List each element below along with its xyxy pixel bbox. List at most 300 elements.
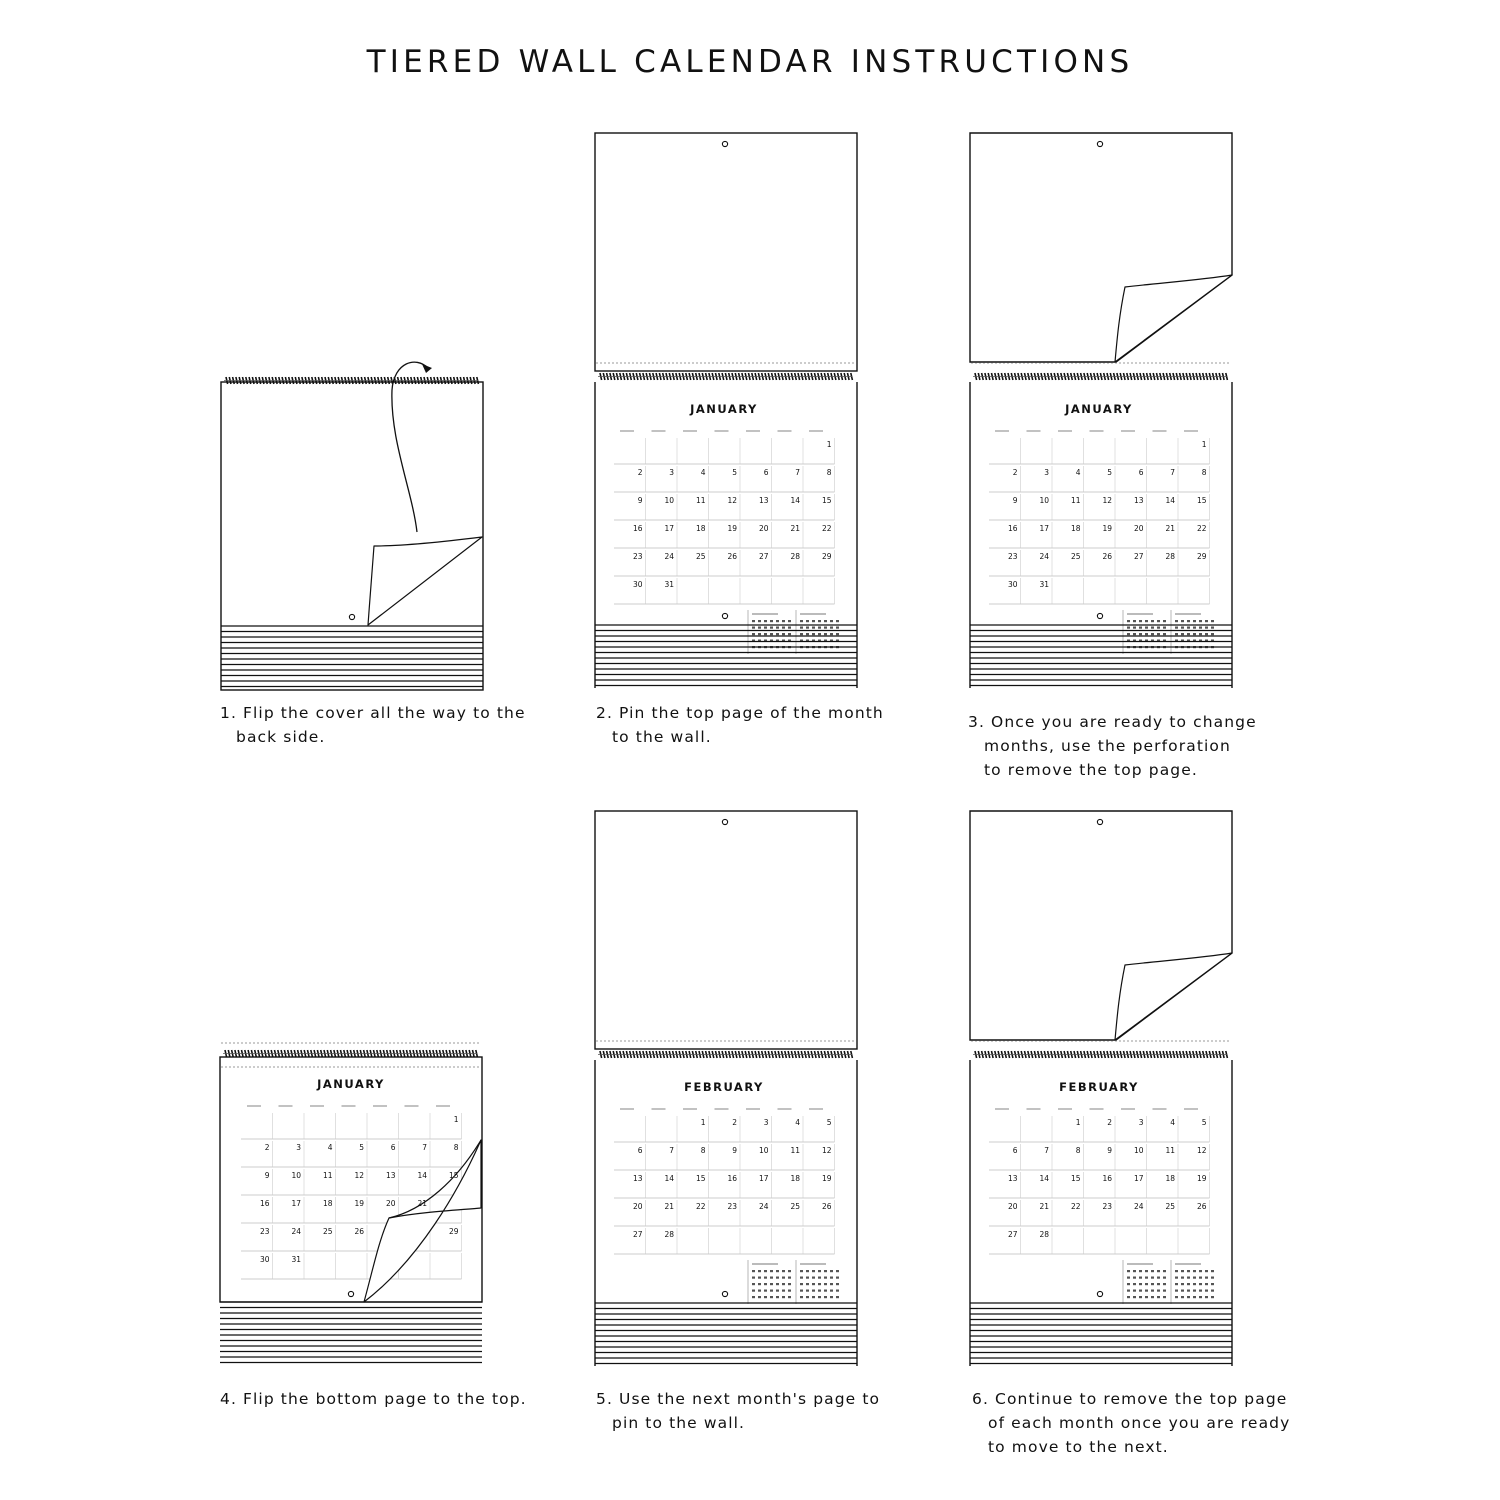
mini-calendar-day bbox=[788, 633, 791, 635]
day-number: 19 bbox=[1196, 1174, 1207, 1183]
mini-calendar-day bbox=[788, 1270, 791, 1272]
day-number: 16 bbox=[259, 1199, 270, 1208]
mini-calendar-day bbox=[830, 1290, 833, 1292]
mini-calendar-day bbox=[752, 620, 755, 622]
mini-calendar-day bbox=[788, 1283, 791, 1285]
day-number: 17 bbox=[1039, 524, 1049, 533]
step-3-caption bbox=[968, 710, 1257, 782]
day-number: 15 bbox=[448, 1171, 459, 1180]
mini-calendar-day bbox=[1187, 627, 1190, 629]
day-number: 23 bbox=[259, 1227, 270, 1236]
day-number: 24 bbox=[758, 1202, 769, 1211]
mini-calendar-day bbox=[818, 1290, 821, 1292]
illustration-svg bbox=[969, 808, 1269, 1368]
mini-calendar-day bbox=[836, 620, 839, 622]
pin-hole bbox=[349, 614, 354, 619]
mini-calendar-day bbox=[1181, 627, 1184, 629]
caption-line: 5. Use the next month's page to bbox=[596, 1390, 881, 1408]
mini-calendar-day bbox=[1181, 1270, 1184, 1272]
mini-calendar-day bbox=[776, 620, 779, 622]
top-sheet bbox=[595, 133, 857, 371]
mini-calendar-day bbox=[1193, 1270, 1196, 1272]
day-number: 5 bbox=[826, 1118, 832, 1127]
day-number: 21 bbox=[1039, 1202, 1049, 1211]
mini-calendar-day bbox=[806, 1277, 809, 1279]
pin-hole bbox=[1097, 613, 1102, 618]
day-number: 25 bbox=[322, 1227, 333, 1236]
mini-calendar-day bbox=[758, 633, 761, 635]
mini-calendar-day bbox=[1163, 1290, 1166, 1292]
page-title: TIERED WALL CALENDAR INSTRUCTIONS bbox=[366, 44, 1134, 80]
day-number: 29 bbox=[1196, 552, 1207, 561]
mini-calendar-day bbox=[1211, 1296, 1214, 1298]
day-number: 1 bbox=[453, 1115, 459, 1124]
mini-calendar-day bbox=[1139, 1277, 1142, 1279]
caption-line: back side. bbox=[236, 728, 326, 746]
spiral-binding bbox=[973, 1051, 1227, 1058]
mini-calendar-day bbox=[1127, 620, 1130, 622]
mini-calendar-day bbox=[1139, 620, 1142, 622]
step-5-caption bbox=[596, 1387, 880, 1435]
mini-calendar-day bbox=[1151, 1283, 1154, 1285]
mini-calendar-day bbox=[782, 620, 785, 622]
day-number: 26 bbox=[354, 1227, 364, 1236]
day-number: 3 bbox=[669, 468, 674, 477]
day-number: 13 bbox=[758, 496, 769, 505]
mini-calendar-day bbox=[1163, 620, 1166, 622]
step-6-illustration bbox=[969, 808, 1269, 1239]
step-2-illustration bbox=[594, 130, 894, 589]
day-number: 22 bbox=[821, 524, 832, 533]
mini-calendar-day bbox=[764, 1296, 767, 1298]
day-number: 12 bbox=[727, 496, 737, 505]
day-number: 2 bbox=[1012, 468, 1018, 477]
mini-calendar-day bbox=[1145, 627, 1148, 629]
mini-calendar-day bbox=[1187, 1270, 1190, 1272]
day-number: 10 bbox=[1039, 496, 1049, 505]
mini-calendar-day bbox=[788, 1296, 791, 1298]
mini-calendar-day bbox=[1175, 633, 1178, 635]
mini-calendar-day bbox=[1193, 1283, 1196, 1285]
mini-calendar-day bbox=[770, 620, 773, 622]
mini-calendar-day bbox=[1133, 1270, 1136, 1272]
mini-calendar-day bbox=[1157, 627, 1160, 629]
day-number: 9 bbox=[1012, 496, 1018, 505]
day-number: 23 bbox=[632, 552, 643, 561]
mini-calendar-day bbox=[806, 1270, 809, 1272]
mini-calendar-day bbox=[764, 627, 767, 629]
mini-calendar-day bbox=[1133, 1290, 1136, 1292]
mini-calendar-day bbox=[800, 627, 803, 629]
day-number: 10 bbox=[758, 1146, 769, 1155]
calendar-month bbox=[989, 1080, 1214, 1304]
caption-line: months, use the perforation bbox=[984, 737, 1231, 755]
day-number: 17 bbox=[664, 524, 674, 533]
day-number: 7 bbox=[669, 1146, 674, 1155]
day-number: 18 bbox=[1165, 1174, 1175, 1183]
mini-calendar-day bbox=[1175, 1296, 1178, 1298]
pin-hole bbox=[1097, 819, 1102, 824]
page-curl bbox=[1115, 275, 1232, 362]
mini-calendar-day bbox=[1133, 627, 1136, 629]
day-number: 20 bbox=[758, 524, 769, 533]
mini-calendar-day bbox=[824, 633, 827, 635]
mini-calendar-day bbox=[1187, 1283, 1190, 1285]
mini-calendar-day bbox=[1199, 1277, 1202, 1279]
day-number: 5 bbox=[1107, 468, 1112, 477]
mini-calendar-day bbox=[776, 633, 779, 635]
top-sheet bbox=[595, 811, 857, 1049]
mini-calendar-day bbox=[752, 1270, 755, 1272]
step-3-illustration bbox=[969, 130, 1269, 589]
day-number: 17 bbox=[1133, 1174, 1144, 1183]
step-6-caption bbox=[972, 1387, 1290, 1459]
mini-calendar-day bbox=[824, 620, 827, 622]
mini-calendar-day bbox=[836, 1270, 839, 1272]
mini-calendar-day bbox=[812, 633, 815, 635]
mini-calendar-day bbox=[1193, 633, 1196, 635]
mini-calendar-day bbox=[824, 627, 827, 629]
caption-line: 2. Pin the top page of the month bbox=[596, 704, 884, 722]
page-stack bbox=[595, 625, 857, 686]
mini-calendar-day bbox=[1133, 620, 1136, 622]
day-number: 28 bbox=[1039, 1230, 1049, 1239]
mini-calendar-day bbox=[1157, 1283, 1160, 1285]
mini-calendar-day bbox=[1205, 633, 1208, 635]
pin-hole bbox=[722, 819, 727, 824]
day-number: 13 bbox=[632, 1174, 643, 1183]
mini-calendar-day bbox=[1145, 633, 1148, 635]
page-stack bbox=[970, 1303, 1232, 1364]
mini-calendar-day bbox=[818, 1277, 821, 1279]
mini-calendar-day bbox=[1187, 1296, 1190, 1298]
mini-calendar-day bbox=[1151, 1296, 1154, 1298]
mini-calendar-day bbox=[1181, 1290, 1184, 1292]
mini-calendar-day bbox=[1211, 1290, 1214, 1292]
day-number: 30 bbox=[259, 1255, 270, 1264]
day-number: 19 bbox=[727, 524, 737, 533]
day-number: 13 bbox=[385, 1171, 396, 1180]
day-number: 12 bbox=[354, 1171, 364, 1180]
mini-calendar-day bbox=[1151, 1290, 1154, 1292]
day-number: 26 bbox=[1102, 552, 1112, 561]
day-number: 29 bbox=[821, 552, 832, 561]
day-number: 12 bbox=[1196, 1146, 1207, 1155]
mini-calendar-day bbox=[1139, 633, 1142, 635]
mini-calendar-day bbox=[1199, 633, 1202, 635]
mini-calendar-day bbox=[1175, 1270, 1178, 1272]
day-number: 20 bbox=[385, 1199, 396, 1208]
day-number: 27 bbox=[758, 552, 769, 561]
day-number: 28 bbox=[790, 552, 800, 561]
mini-calendar-day bbox=[836, 1296, 839, 1298]
day-number: 18 bbox=[695, 524, 706, 533]
mini-calendar-day bbox=[1127, 1296, 1130, 1298]
day-number: 2 bbox=[732, 1118, 737, 1127]
mini-calendar-day bbox=[1145, 1290, 1148, 1292]
illustration-svg bbox=[594, 130, 894, 690]
mini-calendar-day bbox=[776, 1290, 779, 1292]
day-number: 11 bbox=[1165, 1146, 1175, 1155]
mini-calendar-day bbox=[1163, 1283, 1166, 1285]
mini-calendar-day bbox=[776, 1270, 779, 1272]
mini-calendar-day bbox=[812, 1296, 815, 1298]
mini-calendar-day bbox=[830, 1277, 833, 1279]
mini-calendar-day bbox=[1157, 620, 1160, 622]
mini-calendar-day bbox=[758, 620, 761, 622]
page-stack bbox=[970, 625, 1232, 686]
day-number: 8 bbox=[1201, 468, 1207, 477]
mini-calendar-day bbox=[1163, 1277, 1166, 1279]
mini-calendar-day bbox=[800, 620, 803, 622]
day-number: 24 bbox=[664, 552, 674, 561]
mini-calendar-day bbox=[764, 1283, 767, 1285]
day-number: 11 bbox=[1070, 496, 1081, 505]
mini-calendar-day bbox=[1127, 1277, 1130, 1279]
day-number: 11 bbox=[790, 1146, 800, 1155]
mini-calendar-day bbox=[1187, 1290, 1190, 1292]
mini-calendar-day bbox=[1181, 1277, 1184, 1279]
mini-calendar-day bbox=[1211, 620, 1214, 622]
mini-calendar-day bbox=[1163, 1270, 1166, 1272]
day-number: 21 bbox=[417, 1199, 427, 1208]
mini-calendar-day bbox=[1175, 1277, 1178, 1279]
mini-calendar-day bbox=[830, 1296, 833, 1298]
mini-calendar-day bbox=[782, 633, 785, 635]
mini-calendar-day bbox=[800, 1290, 803, 1292]
mini-calendar-day bbox=[812, 1283, 815, 1285]
mini-calendar-day bbox=[1205, 1270, 1208, 1272]
day-number: 3 bbox=[763, 1118, 769, 1127]
mini-calendar-day bbox=[1211, 627, 1214, 629]
mini-calendar-day bbox=[758, 1290, 761, 1292]
spiral-binding bbox=[598, 1051, 852, 1058]
illustration-svg bbox=[969, 130, 1269, 690]
mini-calendar-day bbox=[770, 633, 773, 635]
mini-calendar-day bbox=[770, 1290, 773, 1292]
mini-calendar-day bbox=[1157, 1270, 1160, 1272]
day-number: 15 bbox=[695, 1174, 706, 1183]
mini-calendar-day bbox=[1127, 1270, 1130, 1272]
day-number: 8 bbox=[1075, 1146, 1081, 1155]
day-number: 6 bbox=[1138, 468, 1144, 477]
day-number: 14 bbox=[1165, 496, 1175, 505]
mini-calendar-day bbox=[1127, 1283, 1130, 1285]
day-number: 23 bbox=[1007, 552, 1018, 561]
mini-calendar-day bbox=[1175, 1283, 1178, 1285]
month-title: JANUARY bbox=[690, 402, 758, 416]
step-4-illustration bbox=[219, 1040, 519, 1400]
mini-calendar-day bbox=[758, 1296, 761, 1298]
mini-calendar-day bbox=[1181, 1296, 1184, 1298]
top-sheet bbox=[970, 811, 1232, 1040]
day-number: 3 bbox=[296, 1143, 301, 1152]
mini-calendar-day bbox=[1205, 1296, 1208, 1298]
month-title: FEBRUARY bbox=[684, 1080, 764, 1094]
mini-calendar-day bbox=[776, 1296, 779, 1298]
pin-hole bbox=[348, 1291, 353, 1296]
day-number: 9 bbox=[732, 1146, 737, 1155]
day-number: 11 bbox=[322, 1171, 333, 1180]
mini-calendar-day bbox=[824, 1283, 827, 1285]
mini-calendar-day bbox=[770, 1270, 773, 1272]
mini-calendar-day bbox=[836, 1277, 839, 1279]
day-number: 4 bbox=[327, 1143, 333, 1152]
day-number: 22 bbox=[1196, 524, 1207, 533]
mini-calendar-day bbox=[1205, 1277, 1208, 1279]
day-number: 3 bbox=[1138, 1118, 1144, 1127]
mini-calendar-day bbox=[1163, 633, 1166, 635]
day-number: 16 bbox=[1102, 1174, 1112, 1183]
step-4-caption bbox=[220, 1387, 527, 1411]
mini-calendar-day bbox=[1133, 1296, 1136, 1298]
mini-calendar-day bbox=[1157, 1296, 1160, 1298]
mini-calendar-day bbox=[1199, 1270, 1202, 1272]
day-number: 8 bbox=[453, 1143, 459, 1152]
day-number: 16 bbox=[1007, 524, 1018, 533]
mini-calendar-day bbox=[818, 620, 821, 622]
mini-calendar-day bbox=[1139, 627, 1142, 629]
day-number: 29 bbox=[448, 1227, 459, 1236]
mini-calendar-day bbox=[806, 1296, 809, 1298]
mini-calendar-day bbox=[818, 633, 821, 635]
mini-calendar-day bbox=[1187, 1277, 1190, 1279]
mini-calendar-day bbox=[1145, 1283, 1148, 1285]
mini-calendar-day bbox=[824, 1290, 827, 1292]
mini-calendar-day bbox=[782, 1270, 785, 1272]
day-number: 9 bbox=[1107, 1146, 1112, 1155]
day-number: 3 bbox=[1044, 468, 1049, 477]
step-1-illustration bbox=[220, 360, 520, 720]
mini-calendar-day bbox=[770, 627, 773, 629]
mini-calendar-day bbox=[1211, 1277, 1214, 1279]
mini-calendar-day bbox=[1193, 1277, 1196, 1279]
mini-calendar-day bbox=[752, 1296, 755, 1298]
mini-calendar-day bbox=[1157, 633, 1160, 635]
day-number: 6 bbox=[1012, 1146, 1018, 1155]
mini-calendar-day bbox=[1199, 1296, 1202, 1298]
flip-arrowhead bbox=[422, 364, 432, 373]
mini-calendar-day bbox=[1127, 627, 1130, 629]
day-number: 14 bbox=[664, 1174, 674, 1183]
mini-calendar-day bbox=[806, 620, 809, 622]
day-number: 10 bbox=[291, 1171, 301, 1180]
day-number: 4 bbox=[1075, 468, 1081, 477]
day-number: 2 bbox=[1107, 1118, 1112, 1127]
caption-line: to move to the next. bbox=[988, 1438, 1169, 1456]
day-number: 4 bbox=[1170, 1118, 1175, 1127]
day-number: 18 bbox=[790, 1174, 800, 1183]
day-number: 30 bbox=[1007, 580, 1018, 589]
mini-calendar-day bbox=[1133, 1283, 1136, 1285]
mini-calendar-day bbox=[782, 1277, 785, 1279]
pin-hole bbox=[722, 613, 727, 618]
mini-calendar-day bbox=[1127, 633, 1130, 635]
day-number: 28 bbox=[664, 1230, 674, 1239]
day-number: 19 bbox=[821, 1174, 832, 1183]
mini-calendar-day bbox=[764, 1270, 767, 1272]
day-number: 30 bbox=[632, 580, 643, 589]
day-number: 12 bbox=[1102, 496, 1112, 505]
day-number: 17 bbox=[291, 1199, 301, 1208]
day-number: 5 bbox=[732, 468, 737, 477]
day-number: 10 bbox=[664, 496, 674, 505]
mini-calendar-day bbox=[1211, 1270, 1214, 1272]
mini-calendar-day bbox=[1205, 1290, 1208, 1292]
mini-calendar-day bbox=[1145, 620, 1148, 622]
day-number: 1 bbox=[826, 440, 832, 449]
day-number: 24 bbox=[1133, 1202, 1144, 1211]
mini-calendar-day bbox=[818, 1270, 821, 1272]
mini-calendar-day bbox=[758, 1270, 761, 1272]
month-title: JANUARY bbox=[317, 1077, 385, 1091]
mini-calendar-day bbox=[836, 1283, 839, 1285]
mini-calendar-day bbox=[800, 633, 803, 635]
mini-calendar-day bbox=[1181, 633, 1184, 635]
mini-calendar-day bbox=[836, 1290, 839, 1292]
day-number: 7 bbox=[1170, 468, 1175, 477]
mini-calendar-day bbox=[1181, 1283, 1184, 1285]
day-number: 31 bbox=[1039, 580, 1049, 589]
day-number: 7 bbox=[795, 468, 800, 477]
day-number: 31 bbox=[664, 580, 674, 589]
mini-calendar-day bbox=[770, 1283, 773, 1285]
day-number: 27 bbox=[1007, 1230, 1018, 1239]
day-number: 14 bbox=[1039, 1174, 1049, 1183]
mini-calendar-day bbox=[752, 1290, 755, 1292]
mini-calendar-day bbox=[1199, 627, 1202, 629]
day-number: 24 bbox=[1039, 552, 1049, 561]
mini-calendar-day bbox=[836, 633, 839, 635]
day-number: 24 bbox=[291, 1227, 301, 1236]
illustration-svg bbox=[220, 360, 520, 720]
mini-calendar-day bbox=[788, 1290, 791, 1292]
pin-hole bbox=[1097, 141, 1102, 146]
day-number: 26 bbox=[1196, 1202, 1207, 1211]
mini-calendar-day bbox=[830, 627, 833, 629]
mini-calendar-day bbox=[764, 620, 767, 622]
mini-calendar-day bbox=[812, 620, 815, 622]
mini-calendar-day bbox=[812, 1290, 815, 1292]
mini-calendar-day bbox=[788, 1277, 791, 1279]
mini-calendar-day bbox=[1175, 620, 1178, 622]
mini-calendar-day bbox=[1199, 620, 1202, 622]
mini-calendar-day bbox=[806, 627, 809, 629]
day-number: 1 bbox=[1075, 1118, 1081, 1127]
caption-line: 6. Continue to remove the top page bbox=[972, 1390, 1288, 1408]
mini-calendar-day bbox=[1205, 1283, 1208, 1285]
mini-calendar-day bbox=[758, 1277, 761, 1279]
month-title: JANUARY bbox=[1065, 402, 1133, 416]
mini-calendar-day bbox=[776, 627, 779, 629]
day-number: 21 bbox=[790, 524, 800, 533]
mini-calendar-day bbox=[806, 1290, 809, 1292]
mini-calendar-day bbox=[824, 1270, 827, 1272]
mini-calendar-day bbox=[824, 1296, 827, 1298]
day-number: 1 bbox=[700, 1118, 706, 1127]
day-number: 22 bbox=[695, 1202, 706, 1211]
mini-calendar-day bbox=[818, 1283, 821, 1285]
day-number: 27 bbox=[632, 1230, 643, 1239]
mini-calendar-day bbox=[764, 1290, 767, 1292]
step-2-caption bbox=[596, 701, 884, 749]
page-stack bbox=[220, 1302, 482, 1363]
pin-hole bbox=[722, 141, 727, 146]
day-number: 31 bbox=[291, 1255, 301, 1264]
day-number: 13 bbox=[1007, 1174, 1018, 1183]
mini-calendar-day bbox=[812, 1277, 815, 1279]
day-number: 25 bbox=[790, 1202, 800, 1211]
